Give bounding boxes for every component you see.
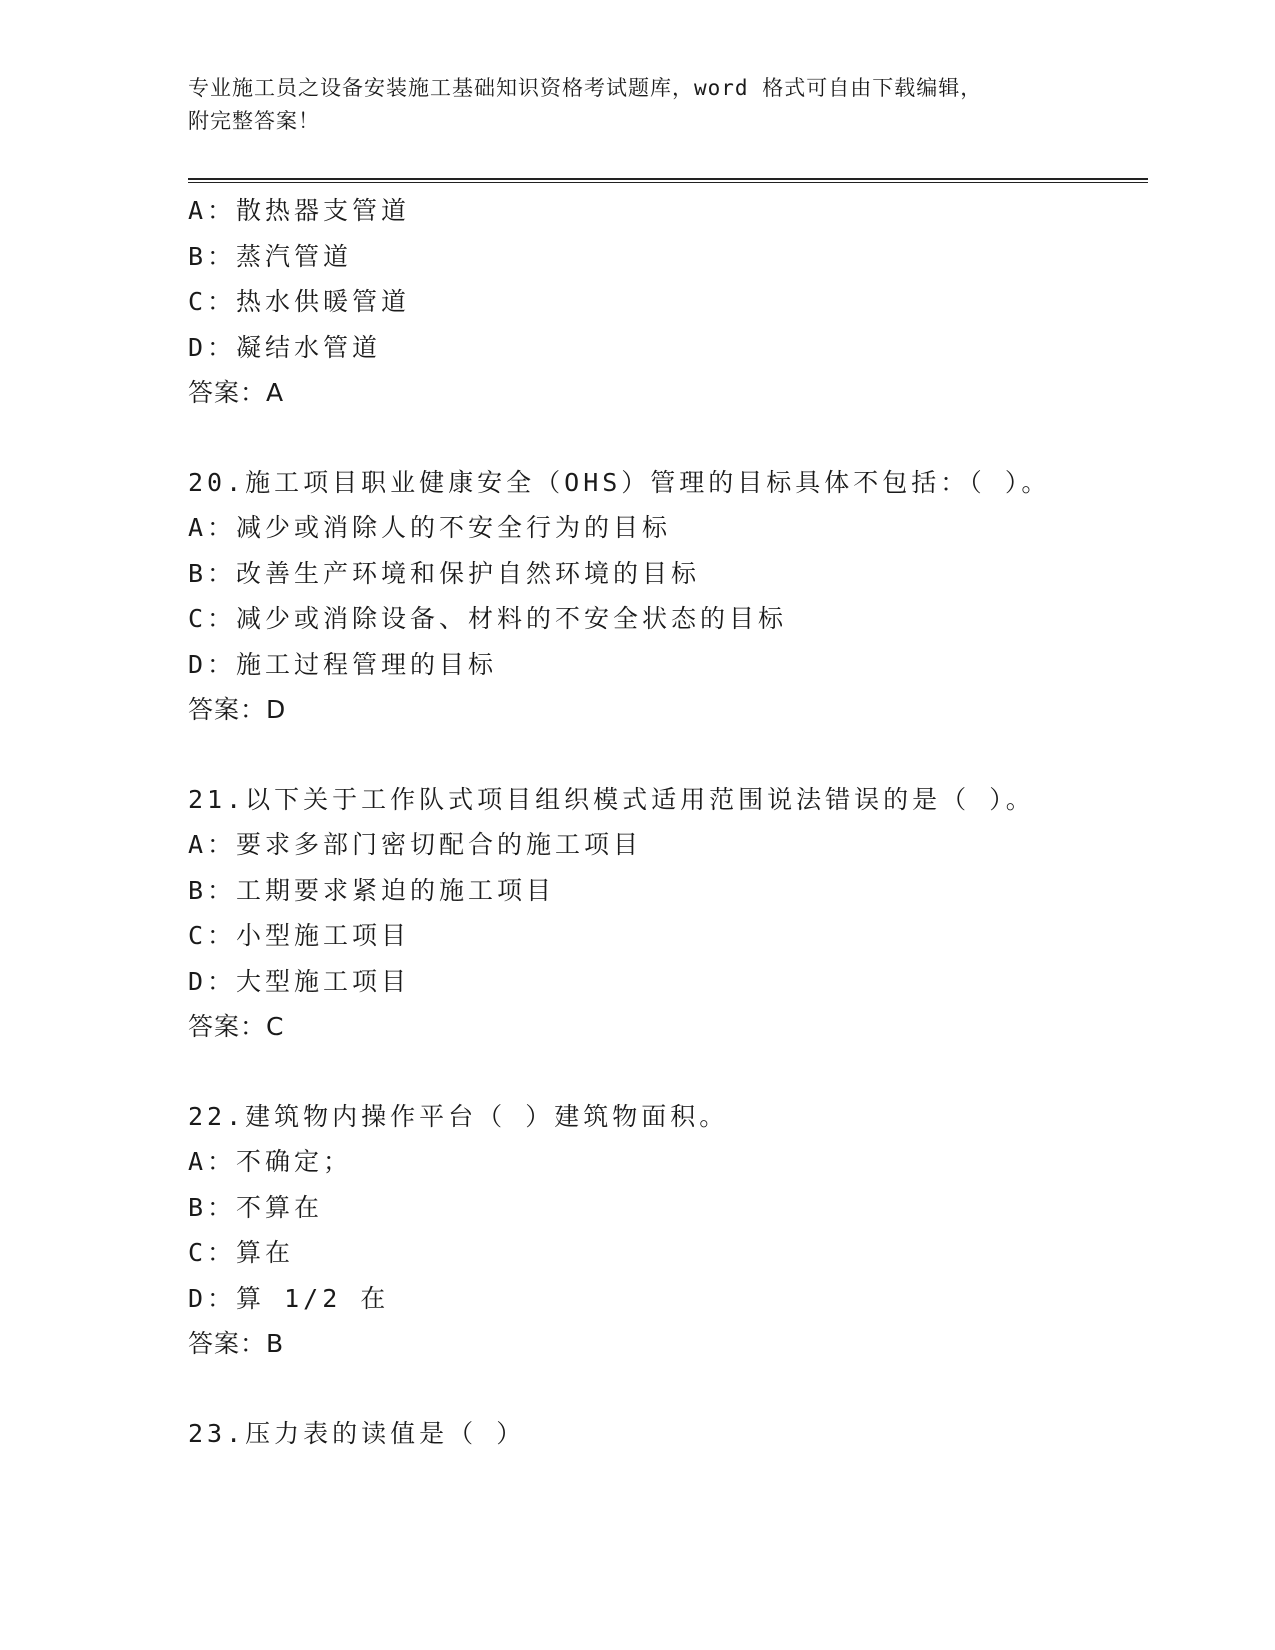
answer-line: 答案：B	[188, 1329, 285, 1358]
question-block-23	[188, 1411, 1148, 1457]
header-title-line-1: 专业施工员之设备安装施工基础知识资格考试题库，word 格式可自由下载编辑，	[188, 76, 983, 100]
option-c: C：减少或消除设备、材料的不安全状态的目标	[188, 604, 788, 633]
option-b: B：不算在	[188, 1192, 324, 1222]
spacer	[188, 733, 1148, 777]
header-title-line-2: 附完整答案！	[188, 109, 320, 133]
question-stem: 21.以下关于工作队式项目组织模式适用范围说法错误的是（ ）。	[188, 784, 1035, 814]
header-divider	[188, 178, 1148, 183]
question-block-19	[188, 188, 1148, 416]
option-a: A：减少或消除人的不安全行为的目标	[188, 513, 672, 542]
question-block-20	[188, 460, 1148, 733]
option-c: C：算在	[188, 1238, 295, 1267]
option-d: D：大型施工项目	[188, 966, 411, 996]
option-d: D：施工过程管理的目标	[188, 649, 498, 679]
question-stem: 20.施工项目职业健康安全（OHS）管理的目标具体不包括：（ ）。	[188, 467, 1051, 497]
option-a: A：散热器支管道	[188, 196, 411, 225]
option-d: D：凝结水管道	[188, 332, 382, 362]
spacer	[188, 1367, 1148, 1411]
spacer	[188, 1050, 1148, 1094]
option-c: C：热水供暖管道	[188, 287, 411, 316]
option-b: B：工期要求紧迫的施工项目	[188, 875, 556, 905]
option-c: C：小型施工项目	[188, 921, 411, 950]
answer-line: 答案：C	[188, 1012, 285, 1041]
spacer	[188, 416, 1148, 460]
question-stem: 23.压力表的读值是（ ）	[188, 1418, 526, 1448]
option-d: D：算 1/2 在	[188, 1283, 390, 1313]
page-header	[188, 72, 1088, 138]
question-stem: 22.建筑物内操作平台（ ）建筑物面积。	[188, 1101, 729, 1131]
answer-line: 答案：D	[188, 695, 287, 724]
question-list	[188, 188, 1148, 1456]
question-block-21	[188, 777, 1148, 1050]
option-b: B：改善生产环境和保护自然环境的目标	[188, 558, 701, 588]
option-a: A：要求多部门密切配合的施工项目	[188, 830, 643, 859]
option-a: A：不确定；	[188, 1147, 353, 1176]
answer-line: 答案：A	[188, 378, 285, 407]
option-b: B：蒸汽管道	[188, 241, 353, 271]
question-block-22	[188, 1094, 1148, 1367]
